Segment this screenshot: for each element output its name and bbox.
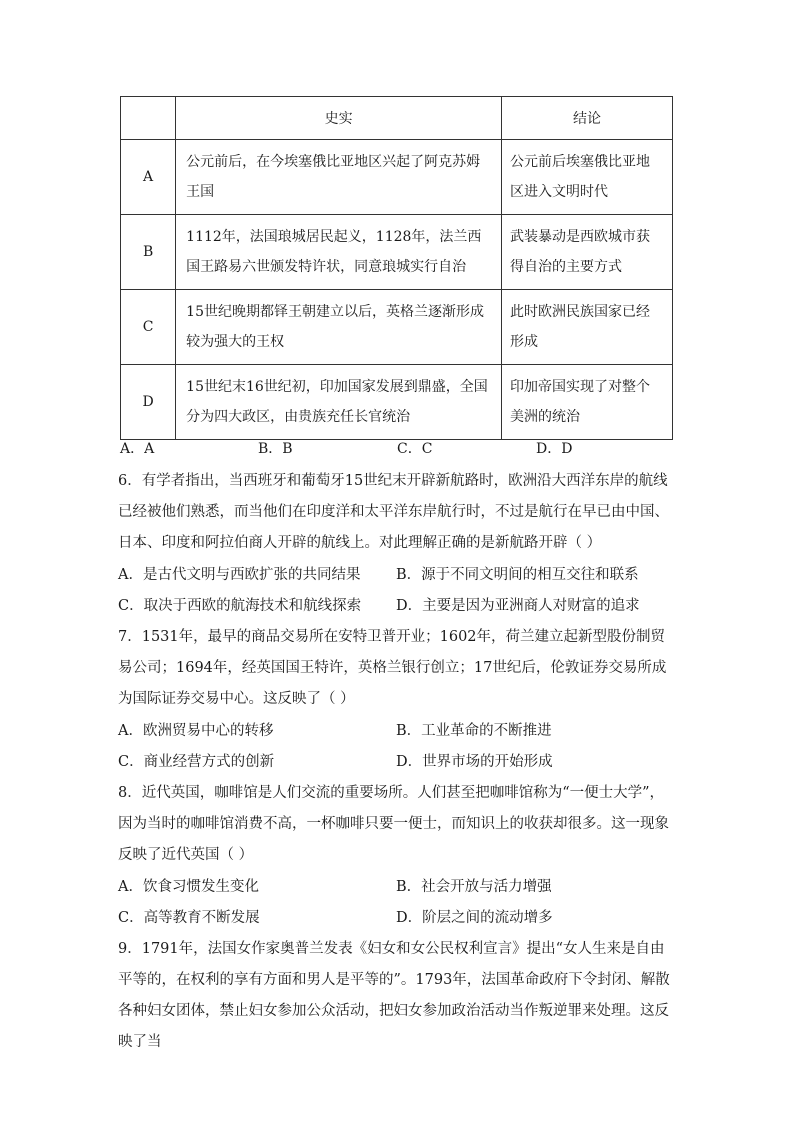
- option-d[interactable]: D．阶层之间的流动增多: [396, 910, 553, 926]
- table-header-fact: 史实: [176, 97, 502, 140]
- question-8-options-row-1: [118, 875, 678, 899]
- row-fact: 15世纪末16世纪初，印加国家发展到鼎盛，全国分为四大政区，由贵族充任长官统治: [176, 365, 502, 440]
- option-c[interactable]: C．高等教育不断发展: [118, 910, 260, 926]
- table-row: [121, 365, 673, 440]
- option-c[interactable]: C．商业经营方式的创新: [118, 754, 275, 770]
- option-b[interactable]: B．工业革命的不断推进: [396, 723, 552, 739]
- choice-a[interactable]: A．A: [120, 441, 155, 457]
- option-a[interactable]: A．饮食习惯发生变化: [118, 879, 259, 895]
- table-header-conclusion: 结论: [502, 97, 673, 140]
- question-6-stem: 6．有学者指出，当西班牙和葡萄牙15世纪末开辟新航路时，欧洲沿大西洋东岸的航线已经被他们熟悉，而当他们在印度洋和太平洋东岸航行时，不过是航行在早已由中国、日本、印度和阿拉伯商人开辟的航线上。对此理解正确的是新航路开辟（ ）: [118, 473, 669, 551]
- question-7-stem: 7．1531年，最早的商品交易所在安特卫普开业；1602年，荷兰建立起新型股份制贸易公司；1694年，经英国国王特许，英格兰银行创立；17世纪后，伦敦证券交易所成为国际证券交易中心。这反映了（ ）: [118, 629, 667, 707]
- table-header-row: [121, 97, 673, 140]
- option-d[interactable]: D．主要是因为亚洲商人对财富的追求: [396, 598, 640, 614]
- q5-choices: [120, 438, 680, 460]
- option-c[interactable]: C．取决于西欧的航海技术和航线探索: [118, 598, 362, 614]
- option-a[interactable]: A．是古代文明与西欧扩张的共同结果: [118, 567, 361, 583]
- row-conclusion: 武装暴动是西欧城市获得自治的主要方式: [502, 215, 673, 290]
- row-fact: 1112年，法国琅城居民起义，1128年，法兰西国王路易六世颁发特许状，同意琅城实行自治: [176, 215, 502, 290]
- question-9-stem: 9．1791年，法国女作家奥普兰发表《妇女和女公民权利宣言》提出“女人生来是自由平等的，在权利的享有方面和男人是平等的”。1793年，法国革命政府下令封闭、解散各种妇女团体，禁止妇女参加公众活动，把妇女参加政治活动当作叛逆罪来处理。这反映了当: [118, 941, 670, 1050]
- row-conclusion: 印加帝国实现了对整个美洲的统治: [502, 365, 673, 440]
- row-conclusion: 公元前后埃塞俄比亚地区进入文明时代: [502, 140, 673, 215]
- question-8-options-row-2: [118, 906, 678, 930]
- history-facts-table: [120, 96, 673, 440]
- question-6-options-row-2: [118, 594, 678, 618]
- question-7-options-row-1: [118, 719, 678, 743]
- table-row: [121, 290, 673, 365]
- row-label: B: [121, 215, 176, 290]
- choice-b[interactable]: B．B: [258, 441, 293, 457]
- question-6-options-row-1: [118, 563, 678, 587]
- option-b[interactable]: B．社会开放与活力增强: [396, 879, 552, 895]
- option-d[interactable]: D．世界市场的开始形成: [396, 754, 553, 770]
- row-label: C: [121, 290, 176, 365]
- row-label: A: [121, 140, 176, 215]
- table-row: [121, 215, 673, 290]
- table-row: [121, 140, 673, 215]
- question-8-stem: 8．近代英国，咖啡馆是人们交流的重要场所。人们甚至把咖啡馆称为“一便士大学”，因为当时的咖啡馆消费不高，一杯咖啡只要一便士，而知识上的收获却很多。这一现象反映了近代英国（ ）: [118, 785, 669, 863]
- row-conclusion: 此时欧洲民族国家已经形成: [502, 290, 673, 365]
- option-a[interactable]: A．欧洲贸易中心的转移: [118, 723, 274, 739]
- question-7-options-row-2: [118, 750, 678, 774]
- choice-c[interactable]: C．C: [397, 441, 433, 457]
- option-b[interactable]: B．源于不同文明间的相互交往和联系: [396, 567, 639, 583]
- table-header-blank: [121, 97, 176, 140]
- row-fact: 公元前后，在今埃塞俄比亚地区兴起了阿克苏姆王国: [176, 140, 502, 215]
- choice-d[interactable]: D．D: [536, 441, 573, 457]
- row-label: D: [121, 365, 176, 440]
- row-fact: 15世纪晚期都铎王朝建立以后，英格兰逐渐形成较为强大的王权: [176, 290, 502, 365]
